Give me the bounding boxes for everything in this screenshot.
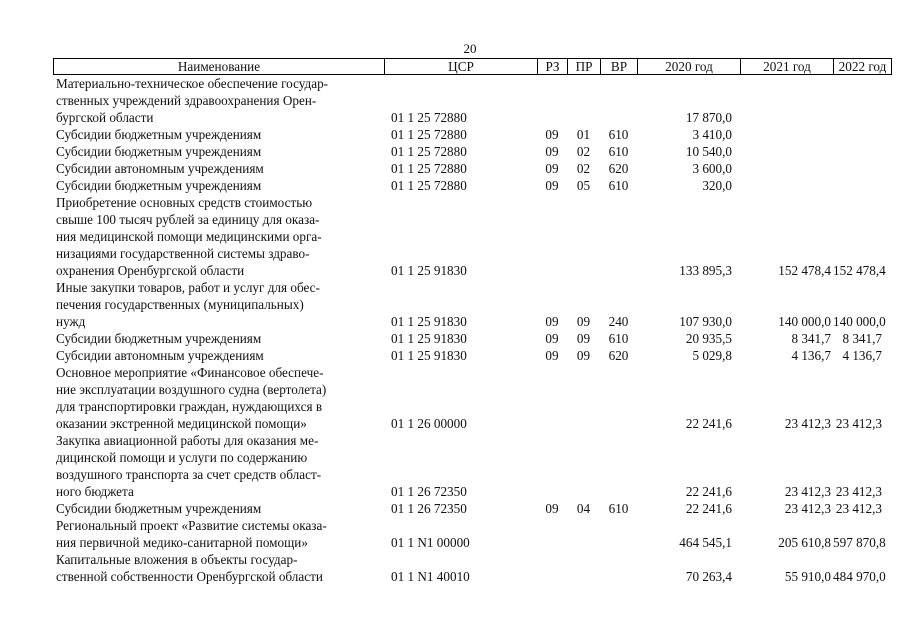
header-rz: РЗ (538, 59, 568, 74)
cell-2021: 140 000,0 (778, 314, 831, 329)
cell-2020: 107 930,0 (679, 314, 732, 329)
cell-2021: 23 412,3 (784, 416, 831, 431)
table-row (53, 160, 892, 177)
cell-2020: 17 870,0 (685, 110, 732, 125)
cell-csr: 01 1 25 72880 (391, 178, 467, 193)
table-row (53, 364, 892, 432)
cell-csr: 01 1 25 72880 (391, 144, 467, 159)
cell-name (53, 347, 384, 364)
cell-name (53, 160, 384, 177)
cell-csr: 01 1 25 72880 (391, 127, 467, 142)
cell-csr: 01 1 N1 40010 (391, 569, 470, 584)
name-line: Иные закупки товаров, работ и услуг для обес- (56, 280, 320, 295)
name-line: Приобретение основных средств стоимостью (56, 195, 313, 210)
cell-2020: 10 540,0 (685, 144, 732, 159)
cell-csr: 01 1 N1 00000 (391, 535, 470, 550)
cell-2020: 320,0 (702, 178, 732, 193)
cell-rz: 09 (545, 331, 559, 346)
cell-rz: 09 (545, 348, 559, 363)
cell-2021: 205 610,8 (778, 535, 831, 550)
cell-vr: 610 (608, 127, 629, 142)
table-row (53, 551, 892, 585)
cell-2021: 4 136,7 (791, 348, 831, 363)
cell-vr: 610 (608, 144, 629, 159)
name-line: охранения Оренбургской области (56, 263, 245, 278)
cell-csr: 01 1 25 91830 (391, 348, 467, 363)
cell-csr: 01 1 25 72880 (391, 161, 467, 176)
cell-2021: 23 412,3 (784, 484, 831, 499)
cell-2020: 3 410,0 (692, 127, 732, 142)
cell-name (53, 75, 384, 126)
table-row (53, 500, 892, 517)
cell-vr: 620 (608, 161, 629, 176)
cell-vr: 610 (608, 501, 629, 516)
cell-vr: 240 (608, 314, 629, 329)
cell-2020: 20 935,5 (685, 331, 732, 346)
name-line: Капитальные вложения в объекты государ- (56, 552, 298, 567)
cell-2020: 22 241,6 (685, 484, 732, 499)
cell-pr: 01 (576, 127, 591, 142)
cell-2022: 23 412,3 (835, 484, 882, 499)
cell-pr: 09 (576, 348, 591, 363)
cell-name (53, 500, 384, 517)
name-line: бургской области (56, 110, 154, 125)
cell-2020: 464 545,1 (679, 535, 732, 550)
cell-csr: 01 1 25 91830 (391, 314, 467, 329)
table-row (53, 517, 892, 551)
table-row (53, 194, 892, 279)
header-name: Наименование (54, 59, 385, 74)
header-pr: ПР (568, 59, 601, 74)
name-line: свыше 100 тысяч рублей за единицу для оказа- (56, 212, 320, 227)
cell-csr: 01 1 26 72350 (391, 501, 467, 516)
cell-2022: 140 000,0 (833, 314, 886, 329)
cell-csr: 01 1 26 00000 (391, 416, 467, 431)
cell-csr: 01 1 25 91830 (391, 263, 467, 278)
cell-2022: 152 478,4 (833, 263, 886, 278)
cell-pr: 02 (576, 161, 591, 176)
cell-2022: 4 136,7 (842, 348, 882, 363)
header-2021: 2021 год (741, 59, 834, 74)
name-line: печения государственных (муниципальных) (56, 297, 304, 312)
cell-pr: 09 (576, 331, 591, 346)
header-csr: ЦСР (385, 59, 538, 74)
cell-name (53, 126, 384, 143)
cell-2020: 22 241,6 (685, 501, 732, 516)
name-line: Субсидии бюджетным учреждениям (56, 127, 262, 142)
name-line: ственной собственности Оренбургской области (56, 569, 323, 584)
cell-2020: 22 241,6 (685, 416, 732, 431)
cell-rz: 09 (545, 178, 559, 193)
name-line: для транспортировки граждан, нуждающихся в (56, 399, 323, 414)
name-line: Закупка авиационной работы для оказания ме- (56, 433, 319, 448)
cell-rz: 09 (545, 144, 559, 159)
table-body (53, 75, 892, 585)
cell-rz: 09 (545, 127, 559, 142)
table-row (53, 75, 892, 126)
name-line: Субсидии бюджетным учреждениям (56, 501, 262, 516)
name-line: низациями государственной системы здраво- (56, 246, 310, 261)
cell-name (53, 194, 384, 279)
cell-2022: 23 412,3 (835, 501, 882, 516)
cell-2020: 70 263,4 (685, 569, 732, 584)
cell-2022: 8 341,7 (842, 331, 882, 346)
name-line: ния медицинской помощи медицинскими орга- (56, 229, 322, 244)
name-line: Субсидии бюджетным учреждениям (56, 144, 262, 159)
cell-name (53, 279, 384, 330)
page-number: 20 (463, 41, 477, 56)
name-line: дицинской помощи и услуги по содержанию (56, 450, 308, 465)
cell-2022: 484 970,0 (833, 569, 886, 584)
cell-vr: 610 (608, 178, 629, 193)
cell-name (53, 177, 384, 194)
cell-vr: 620 (608, 348, 629, 363)
name-line: воздушного транспорта за счет средств област- (56, 467, 322, 482)
cell-2021: 23 412,3 (784, 501, 831, 516)
header-vr: ВР (601, 59, 638, 74)
cell-pr: 04 (576, 501, 591, 516)
cell-2020: 133 895,3 (679, 263, 732, 278)
cell-rz: 09 (545, 314, 559, 329)
cell-name (53, 517, 384, 551)
name-line: Субсидии автономным учреждениям (56, 348, 264, 363)
cell-csr: 01 1 25 91830 (391, 331, 467, 346)
cell-2020: 3 600,0 (692, 161, 732, 176)
name-line: нужд (56, 314, 86, 329)
name-line: ние эксплуатации воздушного судна (вертолета) (56, 382, 327, 397)
table-row (53, 330, 892, 347)
table-row (53, 126, 892, 143)
cell-name (53, 432, 384, 500)
cell-name (53, 364, 384, 432)
name-line: Региональный проект «Развитие системы оказа- (56, 518, 327, 533)
cell-name (53, 143, 384, 160)
table-row (53, 143, 892, 160)
cell-2021: 152 478,4 (778, 263, 831, 278)
table-header (53, 58, 892, 75)
header-2020: 2020 год (638, 59, 741, 74)
name-line: Материально-техническое обеспечение государ- (56, 76, 329, 91)
name-line: Субсидии бюджетным учреждениям (56, 178, 262, 193)
name-line: ния первичной медико-санитарной помощи» (56, 535, 308, 550)
name-line: ственных учреждений здравоохранения Орен- (56, 93, 317, 108)
cell-rz: 09 (545, 501, 559, 516)
cell-2022: 597 870,8 (833, 535, 886, 550)
cell-vr: 610 (608, 331, 629, 346)
cell-name (53, 551, 384, 585)
table-row (53, 177, 892, 194)
name-line: Основное мероприятие «Финансовое обеспече- (56, 365, 324, 380)
name-line: оказании экстренной медицинской помощи» (56, 416, 307, 431)
cell-2021: 8 341,7 (791, 331, 831, 346)
header-2022: 2022 год (838, 59, 887, 74)
table-row (53, 432, 892, 500)
table-row (53, 279, 892, 330)
cell-pr: 09 (576, 314, 591, 329)
budget-table (53, 58, 892, 585)
cell-2022: 23 412,3 (835, 416, 882, 431)
name-line: Субсидии автономным учреждениям (56, 161, 264, 176)
cell-csr: 01 1 26 72350 (391, 484, 467, 499)
cell-2021: 55 910,0 (784, 569, 831, 584)
cell-pr: 05 (576, 178, 591, 193)
cell-2020: 5 029,8 (692, 348, 732, 363)
name-line: ного бюджета (56, 484, 134, 499)
cell-name (53, 330, 384, 347)
name-line: Субсидии бюджетным учреждениям (56, 331, 262, 346)
table-row (53, 347, 892, 364)
cell-csr: 01 1 25 72880 (391, 110, 467, 125)
cell-pr: 02 (576, 144, 591, 159)
cell-rz: 09 (545, 161, 559, 176)
